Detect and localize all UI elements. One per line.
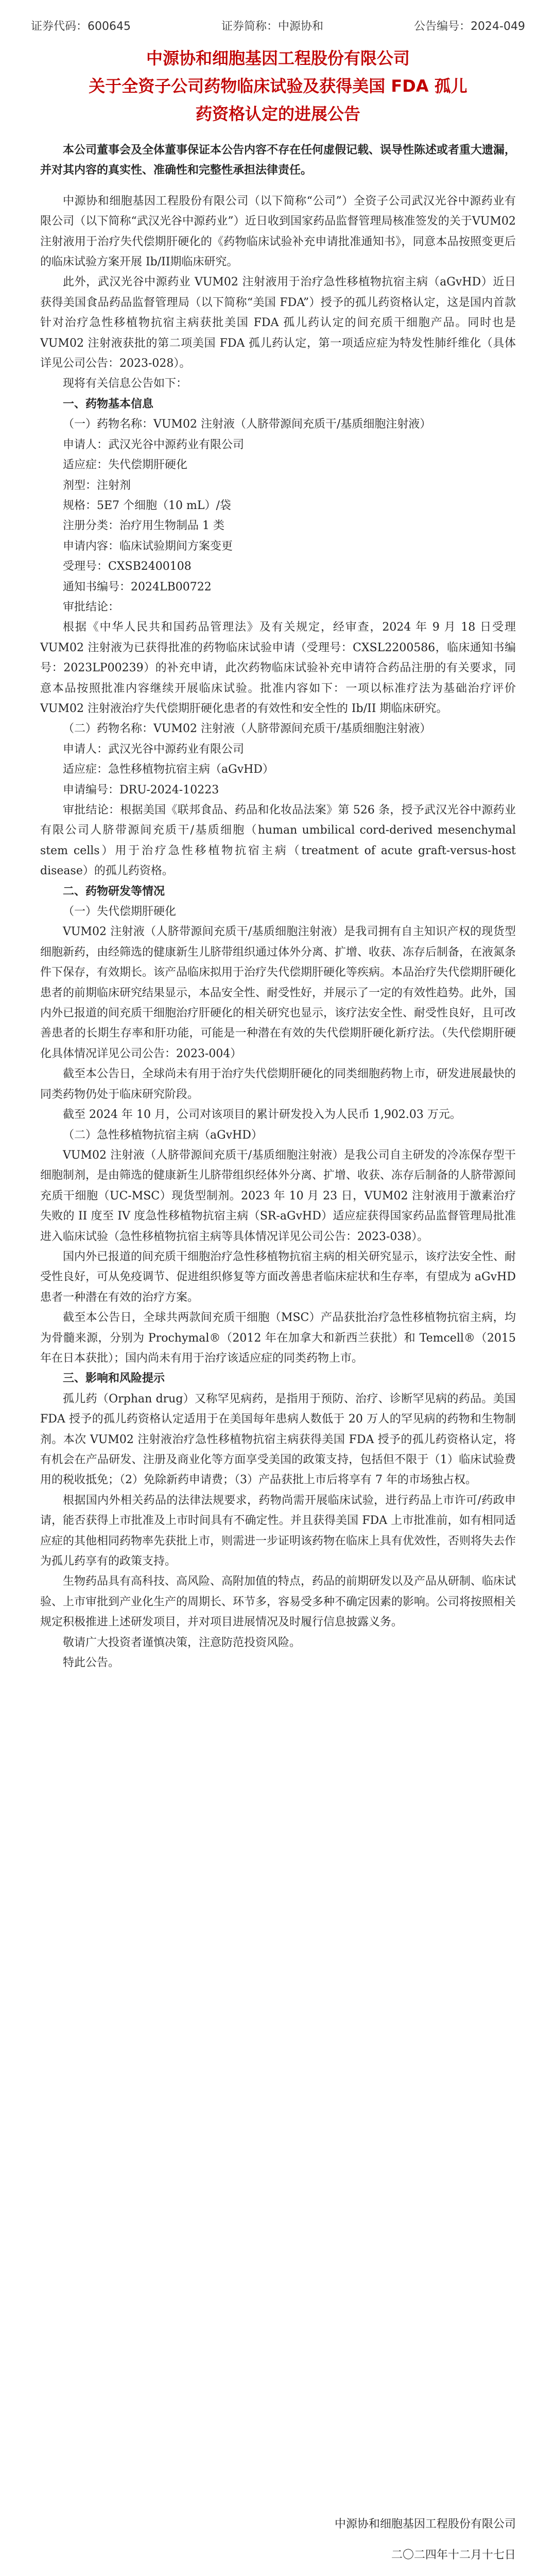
body-paragraph: 通知书编号：2024LB00722 <box>63 580 212 594</box>
body-paragraph: VUM02 注射液（人脐带源间充质干/基质细胞注射液）是我司拥有自主知识产权的现货型细胞新药，由经筛选的健康新生儿脐带组织通过体外分离、扩增、收获、冻存后制备，在液氮条件下保存，有效期长。该产品临床拟用于治疗失代偿期肝硬化等疾病。本品治疗失代偿期肝硬化患者的前期临床研究结果显示，本品安全性、耐受性好，并展示了一定的有效性趋势。此外，国内外已报道的间充质干细胞治疗肝硬化的相关研究也显示，该疗法安全性、耐受性良好，且可改善患者的长期生存率和肝功能，可能是一种潜在有效的失代偿期肝硬化新疗法。（失代偿期肝硬化具体情况详见公司公告：2023-004） <box>40 925 516 1060</box>
body-paragraph: 中源协和细胞基因工程股份有限公司（以下简称“公司”）全资子公司武汉光谷中源药业有限公司（以下简称“武汉光谷中源药业”）近日收到国家药品监督管理局核准签发的关于VUM02注射液用于治疗失代偿期肝硬化的《药物临床试验补充申请批准通知书》，同意本品按照变更后的临床试验方案开展 Ib/II期临床研究。 <box>40 194 516 269</box>
section-heading: 本公司董事会及全体董事保证本公告内容不存在任何虚假记载、误导性陈述或者重大遗漏，并对其内容的真实性、准确性和完整性承担法律责任。 <box>40 143 516 177</box>
body-paragraph: 申请人：武汉光谷中源药业有限公司 <box>63 438 245 451</box>
stock-abbreviation: 证券简称：中源协和 <box>221 20 324 33</box>
stock-code: 证券代码：600645 <box>31 20 131 33</box>
body-paragraph: 受理号：CXSB2400108 <box>63 560 192 573</box>
body-paragraph: 截至 2024 年 10 月，公司对该项目的累计研发投入为人民币 1,902.03 万元。 <box>63 1108 461 1122</box>
signature-company: 中源协和细胞基因工程股份有限公司 <box>334 2518 516 2531</box>
body-paragraph: 现将有关信息公告如下： <box>63 377 188 391</box>
body-paragraph: 敬请广大投资者谨慎决策，注意防范投资风险。 <box>63 1636 301 1649</box>
section-heading: 三、影响和风险提示 <box>63 1371 165 1385</box>
body-paragraph: 截至本公告日，全球共两款间充质干细胞（MSC）产品获批治疗急性移植物抗宿主病，均为骨髓来源，分别为 Prochymal®（2012 年在加拿大和新西兰获批）和 Temcell®（2015 年在日本获批）；国内尚未有用于治疗该适应症的同类药物上市。 <box>40 1311 516 1365</box>
body-paragraph: 适应症：失代偿期肝硬化 <box>63 459 188 472</box>
body-paragraph: （二）药物名称：VUM02 注射液（人脐带源间充质干/基质细胞注射液） <box>63 722 431 736</box>
body-paragraph: 审批结论：根据美国《联邦食品、药品和化妆品法案》第 526 条，授予武汉光谷中源药业有限公司人脐带源间充质干/基质细胞（human umbilical cord-derived mesenchymal stem cells）用于治疗急性移植物抗宿主病（treatment of acute graft-versus-host disease）的孤儿药资格。 <box>40 804 516 878</box>
body-paragraph: 生物药品具有高科技、高风险、高附加值的特点，药品的前期研发以及产品从研制、临床试验、上市审批到产业化生产的周期长、环节多，容易受多种不确定因素的影响。公司将按照相关规定积极推进上述研发项目，并对项目进展情况及时履行信息披露义务。 <box>40 1575 516 1629</box>
announcement-number: 公告编号：2024-049 <box>414 20 525 33</box>
body-paragraph: 审批结论： <box>63 600 120 614</box>
title-line-1: 中源协和细胞基因工程股份有限公司 <box>146 48 410 68</box>
body-paragraph: 申请内容：临床试验期间方案变更 <box>63 539 233 553</box>
body-paragraph: 根据《中华人民共和国药品管理法》及有关规定，经审查，2024 年 9 月 18 日受理 VUM02 注射液为已获得批准的药物临床试验申请（受理号：CXSL2200586，临床通知书编号：2023LP00239）的补充申请，此次药物临床试验补充申请符合药品注册的有关要求，同意本品按照批准内容继续开展临床试验。批准内容如下：一项以标准疗法为基础治疗评价 VUM02 注射液治疗失代偿期肝硬化患者的有效性和安全性的 Ib/II 期临床研究。 <box>40 621 516 715</box>
body-paragraph: 国内外已报道的间充质干细胞治疗急性移植物抗宿主病的相关研究显示，该疗法安全性、耐受性良好，可从免疫调节、促进组织修复等方面改善患者临床症状和生存率，有望成为 aGvHD 患者一种潜在有效的治疗方案。 <box>40 1250 516 1304</box>
body-paragraph: 申请编号：DRU-2024-10223 <box>63 783 219 796</box>
body-paragraph: 此外，武汉光谷中源药业 VUM02 注射液用于治疗急性移植物抗宿主病（aGvHD）近日获得美国食品药品监督管理局（以下简称“美国 FDA”）授予的孤儿药资格认定，这是国内首款针对治疗急性移植物抗宿主病获批美国 FDA 孤儿药认定的间充质干细胞产品。同时也是 VUM02 注射液获批的第二项美国 FDA 孤儿药认定，第一项适应症为特发性肺纤维化（具体详见公司公告：2023-028）。 <box>40 276 516 370</box>
body-paragraph: 注册分类：治疗用生物制品 1 类 <box>63 519 224 533</box>
body-paragraph: 申请人：武汉光谷中源药业有限公司 <box>63 742 245 756</box>
title-line-3: 药资格认定的进展公告 <box>195 104 360 124</box>
section-heading: 一、药物基本信息 <box>63 397 154 411</box>
body-paragraph: 剂型：注射剂 <box>63 479 131 492</box>
body-paragraph: （二）急性移植物抗宿主病（aGvHD） <box>63 1128 263 1142</box>
body-paragraph: 特此公告。 <box>63 1656 120 1670</box>
body-paragraph: 根据国内外相关药品的法律法规要求，药物尚需开展临床试验，进行药品上市许可/药政申请，能否获得上市批准及上市时间具有不确定性。并且获得美国 FDA 上市批准前，如有相同适应症的其他相同药物率先获批上市，则需进一步证明该药物在临床上具有优效性，否则将失去作为孤儿药享有的政策支持。 <box>40 1494 516 1568</box>
title-line-2: 关于全资子公司药物临床试验及获得美国 FDA 孤儿 <box>89 76 467 96</box>
paragraph-spacer <box>40 181 516 191</box>
body-paragraph: 孤儿药（Orphan drug）又称罕见病药，是指用于预防、治疗、诊断罕见病的药品。美国 FDA 授予的孤儿药资格认定适用于在美国每年患病人数低于 20 万人的罕见病的药物和生物制剂。本次 VUM02 注射液治疗急性移植物抗宿主病获得美国 FDA 授予的孤儿药资格认定，将有机会在产品研发、注册及商业化等方面享受美国的政策支持，包括但不限于（1）临床试验费用的税收抵免；（2）免除新药申请费；（3）产品获批上市后将享有 7 年的市场独占权。 <box>40 1392 516 1487</box>
section-heading: 二、药物研发等情况 <box>63 884 165 898</box>
document-header <box>31 18 525 33</box>
signature-date: 二〇二四年十二月十七日 <box>391 2549 516 2562</box>
body-paragraph: 截至本公告日，全球尚未有用于治疗失代偿期肝硬化的同类细胞药物上市，研发进展最快的同类药物仍处于临床研究阶段。 <box>40 1067 516 1101</box>
announcement-body <box>40 140 516 1673</box>
body-paragraph: （一）失代偿期肝硬化 <box>63 905 177 919</box>
body-paragraph: （一）药物名称：VUM02 注射液（人脐带源间充质干/基质细胞注射液） <box>63 418 431 431</box>
body-paragraph: VUM02 注射液（人脐带源间充质干/基质细胞注射液）是我公司自主研发的冷冻保存型干细胞制剂，是由筛选的健康新生儿脐带组织经体外分离、扩增、收获、冻存后制备的人脐带源间充质干细胞（UC-MSC）现货型制剂。2023 年 10 月 23 日，VUM02 注射液用于激素治疗失败的 II 度至 IV 度急性移植物抗宿主病（SR-aGvHD）适应症获得国家药品监督管理局批准进入临床试验（急性移植物抗宿主病等具体情况详见公司公告：2023-038）。 <box>40 1148 516 1243</box>
body-paragraph: 适应症：急性移植物抗宿主病（aGvHD） <box>63 763 274 776</box>
body-paragraph: 规格：5E7 个细胞（10 mL）/袋 <box>63 499 231 512</box>
